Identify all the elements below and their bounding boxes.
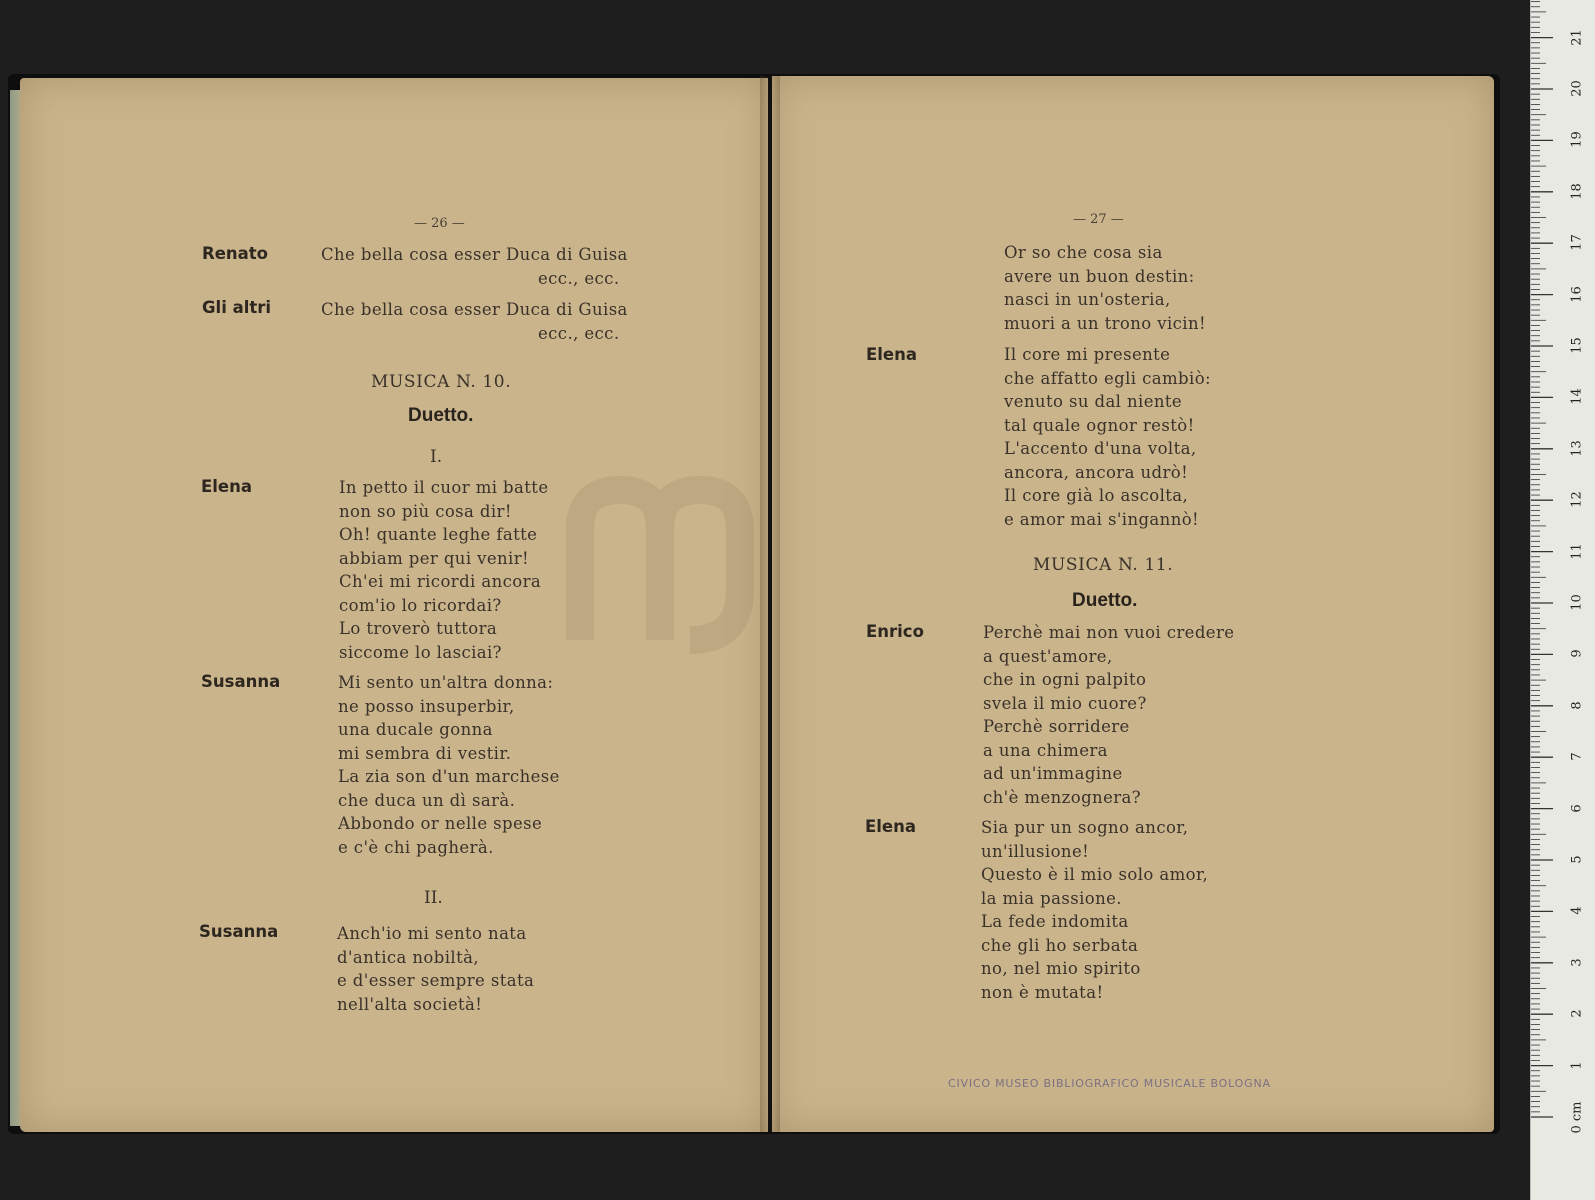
verse-line: ad un'immagine — [983, 764, 1123, 783]
verse-line: avere un buon destin: — [1004, 266, 1195, 286]
verse-line: una ducale gonna — [338, 720, 493, 739]
verse-line: mi sembra di vestir. — [338, 743, 512, 763]
ruler-number: 1 — [1569, 1060, 1585, 1070]
ruler-number: 18 — [1569, 183, 1585, 200]
renato-line-2: ecc., ecc. — [538, 269, 620, 288]
verse-line: Lo troverò tuttora — [339, 619, 498, 638]
verse-line: non so più cosa dir! — [339, 501, 512, 521]
verse-line: ne posso insuperbir, — [338, 696, 515, 716]
renato-line-1: Che bella cosa esser Duca di Guisa — [321, 245, 628, 264]
verse-line: Perchè mai non vuoi credere — [983, 623, 1235, 642]
museum-watermark-logo — [560, 470, 780, 670]
verse-line: d'antica nobiltà, — [337, 947, 479, 967]
verse-line: non è mutata! — [981, 982, 1104, 1002]
ruler-number: 7 — [1569, 752, 1585, 761]
ruler-number: 11 — [1569, 542, 1585, 560]
ruler-number: 2 — [1569, 1009, 1585, 1018]
speaker-elena: Elena — [865, 817, 916, 836]
duetto-title-right: Duetto. — [1072, 590, 1138, 611]
ruler-number: 10 — [1569, 594, 1585, 611]
ruler-number: 6 — [1569, 803, 1585, 813]
ruler-number: 5 — [1569, 855, 1585, 864]
verse-line: Or so che cosa sia — [1004, 243, 1163, 262]
elena-verse — [339, 476, 548, 664]
verse-line: com'io lo ricordai? — [339, 595, 502, 615]
verse-line: a una chimera — [983, 740, 1108, 760]
measurement-ruler — [1530, 0, 1595, 1200]
elena-verse-right-1 — [1004, 343, 1211, 531]
verse-line: Il core già lo ascolta, — [1004, 486, 1189, 505]
speaker-elena: Elena — [201, 477, 252, 496]
verse-line: La fede indomita — [981, 912, 1129, 931]
ruler-number: 14 — [1569, 388, 1585, 406]
opening-verse — [1004, 241, 1206, 335]
speaker-gli-altri: Gli altri — [202, 298, 272, 317]
speaker-enrico: Enrico — [866, 622, 924, 641]
verse-line: che in ogni palpito — [983, 670, 1147, 689]
duetto-title-left: Duetto. — [408, 405, 474, 426]
ruler-number: 3 — [1569, 958, 1585, 967]
ruler-unit-label: 0 cm — [1569, 1101, 1585, 1134]
verse-line: venuto su dal niente — [1004, 392, 1183, 411]
ruler-number: 21 — [1569, 28, 1585, 46]
ruler-number: 17 — [1569, 234, 1585, 251]
susanna-verse-1 — [338, 671, 560, 859]
verse-line: In petto il cuor mi batte — [339, 478, 549, 497]
verse-line: a quest'amore, — [983, 646, 1113, 666]
speaker-susanna: Susanna — [201, 672, 281, 691]
ruler-number: 15 — [1569, 337, 1585, 354]
verse-line: Il core mi presente — [1004, 345, 1171, 364]
gli-altri-line-2: ecc., ecc. — [538, 324, 620, 343]
verse-line: ch'è menzognera? — [983, 787, 1142, 807]
elena-verse-right-2 — [981, 816, 1208, 1004]
ruler-number: 20 — [1569, 80, 1585, 97]
verse-line: siccome lo lasciai? — [339, 642, 502, 662]
ruler-number: 13 — [1569, 440, 1585, 457]
section-one: I. — [430, 447, 443, 467]
gli-altri-line-1: Che bella cosa esser Duca di Guisa — [321, 300, 628, 319]
speaker-susanna: Susanna — [199, 922, 279, 941]
verse-line: abbiam per qui venir! — [339, 548, 530, 568]
verse-line: Mi sento un'altra donna: — [338, 673, 554, 692]
verse-line: no, nel mio spirito — [981, 959, 1141, 978]
ruler-number: 12 — [1569, 491, 1585, 508]
verse-line: e c'è chi pagherà. — [338, 837, 494, 857]
speaker-renato: Renato — [202, 244, 268, 263]
ruler-number: 4 — [1569, 906, 1585, 916]
verse-line: e amor mai s'ingannò! — [1004, 509, 1200, 529]
verse-line: che affatto egli cambiò: — [1004, 368, 1211, 388]
verse-line: un'illusione! — [981, 841, 1090, 861]
library-stamp: CIVICO MUSEO BIBLIOGRAFICO MUSICALE BOLOGNA — [948, 1077, 1271, 1090]
ruler-number: 9 — [1569, 649, 1585, 659]
verse-line: L'accento d'una volta, — [1004, 439, 1197, 458]
ruler-number: 16 — [1569, 285, 1585, 303]
susanna-verse-2 — [337, 922, 534, 1016]
verse-line: la mia passione. — [981, 888, 1122, 908]
page-number-right: — 27 — — [1073, 212, 1124, 227]
page-number-left: — 26 — — [414, 216, 465, 231]
verse-line: muori a un trono vicin! — [1004, 313, 1207, 333]
verse-line: Oh! quante leghe fatte — [339, 525, 538, 544]
music-heading-11: MUSICA N. 11. — [1033, 555, 1174, 575]
ruler-number: 8 — [1569, 701, 1585, 710]
speaker-elena: Elena — [866, 345, 917, 364]
verse-line: Sia pur un sogno ancor, — [981, 818, 1189, 837]
ruler-number: 19 — [1569, 131, 1585, 149]
verse-line: tal quale ognor restò! — [1004, 415, 1195, 435]
verse-line: svela il mio cuore? — [983, 693, 1147, 713]
verse-line: che gli ho serbata — [981, 935, 1139, 955]
verse-line: Perchè sorridere — [983, 717, 1130, 736]
verse-line: ancora, ancora udrò! — [1004, 462, 1189, 482]
ruler-ticks — [1531, 0, 1595, 1200]
verse-line: che duca un dì sarà. — [338, 790, 516, 810]
music-heading-10: MUSICA N. 10. — [371, 372, 512, 392]
verse-line: Abbondo or nelle spese — [338, 814, 543, 833]
verse-line: Questo è il mio solo amor, — [981, 865, 1209, 884]
verse-line: nasci in un'osteria, — [1004, 290, 1171, 309]
verse-line: e d'esser sempre stata — [337, 971, 535, 990]
verse-line: Anch'io mi sento nata — [337, 924, 527, 943]
verse-line: nell'alta società! — [337, 994, 483, 1014]
verse-line: Ch'ei mi ricordi ancora — [339, 572, 542, 591]
book-gutter — [760, 76, 780, 1132]
verse-line: La zia son d'un marchese — [338, 767, 560, 786]
enrico-verse — [983, 621, 1234, 809]
section-two: II. — [424, 888, 443, 908]
